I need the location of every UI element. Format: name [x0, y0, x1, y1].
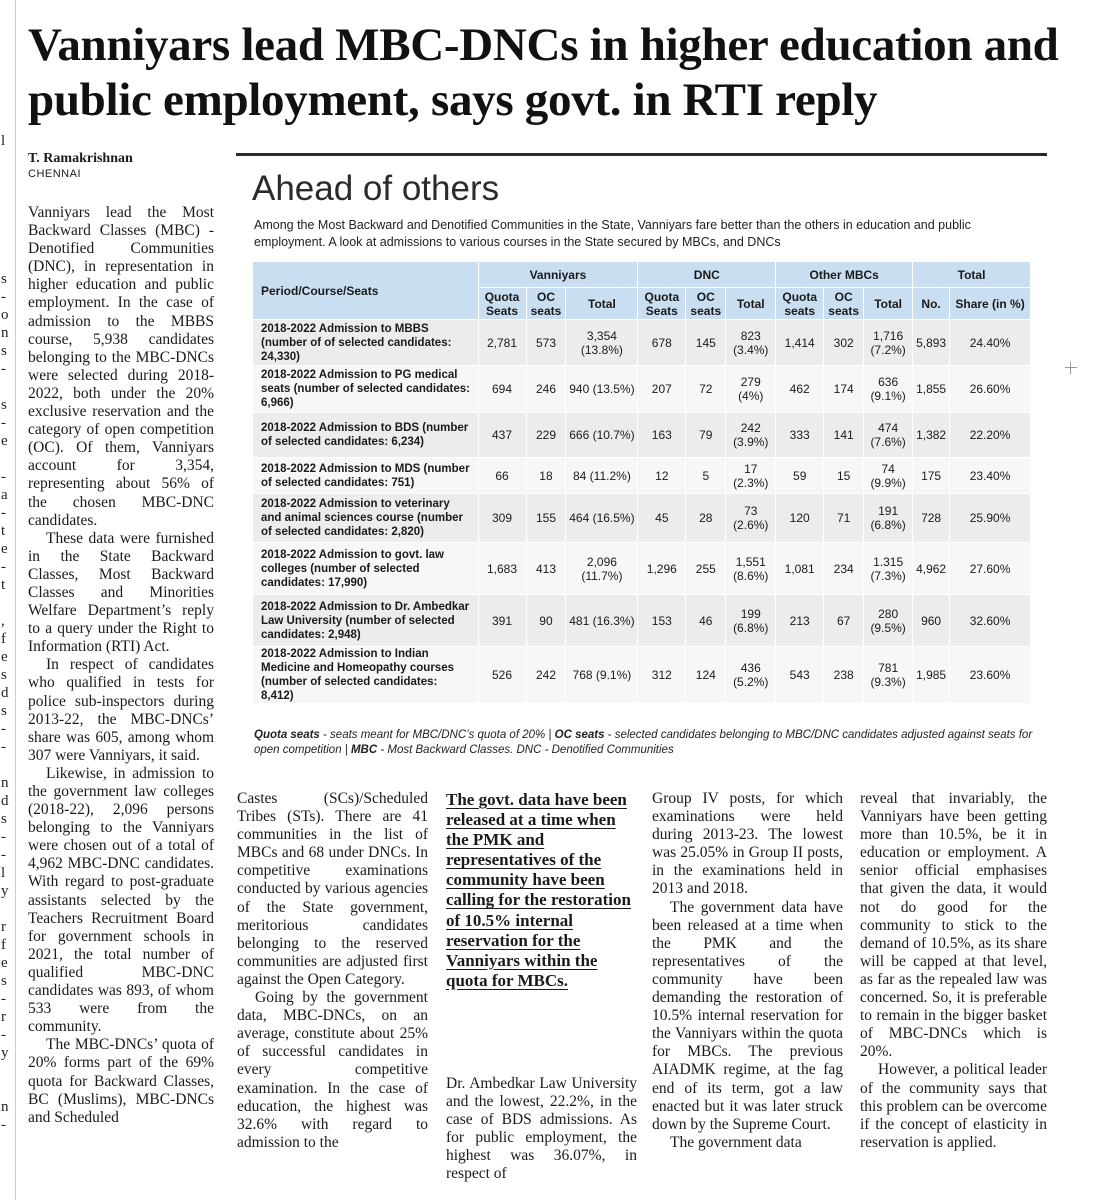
article-column-3 [446, 790, 637, 1184]
value-cell: 2,781 [478, 320, 526, 366]
period-header: Period/Course/Seats [253, 262, 479, 320]
value-cell: 155 [526, 494, 566, 543]
value-cell: 526 [478, 647, 526, 704]
margin-fragment: - [1, 829, 6, 845]
course-cell: 2018-2022 Admission to PG medical seats (number of selected candidates: 6,966) [253, 366, 479, 413]
course-cell: 2018-2022 Admission to MDS (number of selected candidates: 751) [253, 458, 479, 494]
value-cell: 191 (6.8%) [864, 494, 913, 543]
value-cell: 464 (16.5%) [566, 494, 638, 543]
value-cell: 302 [824, 320, 864, 366]
byline-author: T. Ramakrishnan [28, 151, 133, 166]
margin-fragment: f [1, 631, 6, 647]
margin-fragment: r [1, 1009, 6, 1025]
value-cell: 280 (9.5%) [864, 595, 913, 647]
value-cell: 199 (6.8%) [726, 595, 776, 647]
margin-fragment: f [1, 937, 6, 953]
value-cell: 22.20% [950, 413, 1031, 458]
margin-fragment: s [1, 397, 7, 413]
margin-fragment: o [1, 307, 9, 323]
value-cell: 24.40% [950, 320, 1031, 366]
value-cell: 67 [824, 595, 864, 647]
byline [28, 150, 228, 182]
value-cell: 1,414 [776, 320, 824, 366]
note-term: MBC [350, 744, 378, 756]
graphic-title: Ahead of others [252, 169, 500, 208]
table-row [253, 413, 1031, 458]
column-subheader: Quota Seats [638, 288, 686, 320]
value-cell: 90 [526, 595, 566, 647]
margin-fragment: - [1, 415, 6, 431]
margin-fragment: - [1, 847, 6, 863]
margin-fragment: n [1, 325, 9, 341]
value-cell: 960 [913, 595, 950, 647]
registration-mark [1065, 362, 1077, 374]
table-row [253, 595, 1031, 647]
value-cell: 74 (9.9%) [864, 458, 913, 494]
column-subheader: OC seats [686, 288, 726, 320]
value-cell: 238 [824, 647, 864, 704]
value-cell: 145 [686, 320, 726, 366]
margin-fragment: - [1, 991, 6, 1007]
admissions-table [252, 261, 1031, 704]
margin-fragment: - [1, 1027, 6, 1043]
margin-fragment: , [1, 613, 5, 629]
margin-fragment: n [1, 775, 9, 791]
margin-fragment: l [1, 865, 6, 881]
value-cell: 72 [686, 366, 726, 413]
value-cell: 1,382 [913, 413, 950, 458]
paragraph: The government data [670, 1133, 802, 1151]
value-cell: 255 [686, 543, 726, 595]
paragraph: Castes (SCs)/Scheduled Tribes (STs). There are 41 communities in the list of MBCs and 68 under DNCs. In competitive examinations conducted by various agencies of the State government, meritorious candidates belonging to the reserved communities are adjusted first against the Open Category. [237, 790, 428, 988]
paragraph: However, a political leader of the community says that this problem can be overcome if the concept of elasticity in reservation is applied. [860, 1061, 1047, 1151]
value-cell: 27.60% [950, 543, 1031, 595]
value-cell: 28 [686, 494, 726, 543]
value-cell: 1.315 (7.3%) [864, 543, 913, 595]
margin-fragment: - [1, 739, 6, 755]
value-cell: 25.90% [950, 494, 1031, 543]
value-cell: 3,354 (13.8%) [566, 320, 638, 366]
graphic-intro: Among the Most Backward and Denotified Communities in the State, Vanniyars fare better than the others in education and public employment. A look at admissions to various courses in the State secured by MBCs, and DNCs [254, 218, 971, 249]
article-column-5 [860, 790, 1047, 1152]
margin-fragment: - [1, 559, 6, 575]
paragraph: The government data have been released at a time when the PMK and the representatives of the community have been demanding the restoration of 10.5% internal reservation for the Vanniyars within the quota for MBCs. The previous AIADMK regime, at the fag end of its term, got a law enacted but it was later struck down by the Supreme Court. [652, 898, 843, 1133]
value-cell: 18 [526, 458, 566, 494]
margin-fragment: e [1, 955, 8, 971]
paragraph: Dr. Ambedkar Law University and the lowest, 22.2%, in the case of BDS admissions. As for public employment, the highest was 36.07%, in respect of [446, 1074, 637, 1183]
table-row [253, 320, 1031, 366]
margin-fragment: - [1, 505, 6, 521]
table-row [253, 543, 1031, 595]
margin-fragment: y [1, 1045, 9, 1061]
value-cell: 413 [526, 543, 566, 595]
value-cell: 728 [913, 494, 950, 543]
column-subheader: Total [566, 288, 638, 320]
value-cell: 474 (7.6%) [864, 413, 913, 458]
margin-fragment: e [1, 433, 8, 449]
value-cell: 312 [638, 647, 686, 704]
column-rule [15, 0, 16, 1200]
value-cell: 229 [526, 413, 566, 458]
margin-fragment: - [1, 721, 6, 737]
margin-fragment: y [1, 883, 9, 899]
value-cell: 1,855 [913, 366, 950, 413]
paragraph: The MBC-DNCs’ quota of 20% forms part of the 69% quota for Backward Classes, BC (Muslims), MBC-DNCs and Scheduled [28, 1036, 214, 1126]
course-cell: 2018-2022 Admission to Indian Medicine and Homeopathy courses (number of selected candidates: 8,412) [253, 647, 479, 704]
article-column-4 [652, 790, 843, 1152]
value-cell: 573 [526, 320, 566, 366]
value-cell: 1,551 (8.6%) [726, 543, 776, 595]
value-cell: 15 [824, 458, 864, 494]
paragraph: reveal that invariably, the Vanniyars have been getting more than 10.5%, be it in education or employment. A senior official emphasises that given the data, it would not do good for the community to stick to the demand of 10.5%, as its share will be capped at that level, as far as the repealed law was concerned. So, it is preferable to remain in the bigger basket of MBC-DNCs which is 20%. [860, 790, 1047, 1061]
value-cell: 45 [638, 494, 686, 543]
value-cell: 207 [638, 366, 686, 413]
margin-fragment: s [1, 343, 7, 359]
value-cell: 234 [824, 543, 864, 595]
course-cell: 2018-2022 Admission to MBBS (number of of selected candidates: 24,330) [253, 320, 479, 366]
table-row [253, 647, 1031, 704]
value-cell: 32.60% [950, 595, 1031, 647]
value-cell: 1,985 [913, 647, 950, 704]
margin-fragment: - [1, 361, 6, 377]
course-cell: 2018-2022 Admission to Dr. Ambedkar Law University (number of selected candidates: 2,948) [253, 595, 479, 647]
value-cell: 26.60% [950, 366, 1031, 413]
value-cell: 666 (10.7%) [566, 413, 638, 458]
value-cell: 1,683 [478, 543, 526, 595]
value-cell: 1,081 [776, 543, 824, 595]
margin-fragment: s [1, 811, 7, 827]
value-cell: 309 [478, 494, 526, 543]
column-subheader: No. [913, 288, 950, 320]
value-cell: 636 (9.1%) [864, 366, 913, 413]
margin-fragment: t [1, 577, 6, 593]
paragraph: Likewise, in admission to the government law colleges (2018-22), 2,096 persons belonging to the Vanniyars were chosen out of a total of 4,962 MBC-DNC candidates. With regard to post-graduate assistants selected by the Teachers Recruitment Board for government schools in 2021, the total number of qualified MBC-DNC candidates was 893, of whom 533 were from the community. [28, 764, 214, 1036]
value-cell: 23.60% [950, 647, 1031, 704]
group-header-dnc: DNC [638, 262, 776, 288]
paragraph: In respect of candidates who qualified in tests for police sub-inspectors during 2013-22, the MBC-DNCs’ share was 605, among whom 307 were Vanniyars, it said. [28, 656, 214, 764]
value-cell: 46 [686, 595, 726, 647]
value-cell: 5 [686, 458, 726, 494]
value-cell: 242 [526, 647, 566, 704]
table-row [253, 494, 1031, 543]
value-cell: 163 [638, 413, 686, 458]
pull-quote [446, 790, 637, 991]
margin-fragment: s [1, 271, 7, 287]
value-cell: 73 (2.6%) [726, 494, 776, 543]
margin-fragment: s [1, 973, 7, 989]
value-cell: 84 (11.2%) [566, 458, 638, 494]
paragraph: Going by the government data, MBC-DNCs, on an average, constitute about 25% of successful candidates in every competitive examination. In the case of education, the highest was 32.6% with regard to admission to the [237, 989, 428, 1151]
note-text: - seats meant for MBC/DNC’s quota of 20% | [319, 729, 555, 741]
column-subheader: Total [726, 288, 776, 320]
table-body [253, 320, 1031, 704]
margin-fragment: - [1, 1117, 6, 1133]
margin-fragment: e [1, 649, 8, 665]
paragraph: Vanniyars lead the Most Backward Classes (MBC) - Denotified Communities (DNC), in representation in higher education and public employment. In the case of admission to the MBBS course, 5,938 candidates belonging to the MBC-DNCs were selected during 2018-2022, both under the 20% exclusive reservation and the category of open competition (OC). Of them, Vanniyars account for 3,354, representing about 56% of the chosen MBC-DNC candidates. [28, 204, 214, 529]
value-cell: 1,716 (7.2%) [864, 320, 913, 366]
pull-quote-text: The govt. data have been released at a time when the PMK and representatives of the community have been calling for the restoration of 10.5% internal reservation for the Vanniyars within the quota for MBCs. [446, 790, 631, 990]
value-cell: 391 [478, 595, 526, 647]
left-margin-column-fragments [0, 0, 18, 1200]
value-cell: 481 (16.3%) [566, 595, 638, 647]
margin-fragment: s [1, 703, 7, 719]
article-column-1 [28, 204, 214, 1127]
note-text: - selected candidates belonging to MBC/DNC candidates adjusted against seats for open competition | [254, 729, 1033, 756]
table-row [253, 366, 1031, 413]
value-cell: 66 [478, 458, 526, 494]
value-cell: 17 (2.3%) [726, 458, 776, 494]
course-cell: 2018-2022 Admission to veterinary and animal sciences course (number of selected candidates: 2,820) [253, 494, 479, 543]
group-header-other-mbcs: Other MBCs [776, 262, 913, 288]
margin-fragment: - [1, 469, 6, 485]
value-cell: 279 (4%) [726, 366, 776, 413]
value-cell: 4,962 [913, 543, 950, 595]
margin-fragment: l [1, 133, 6, 149]
note-text: - Most Backward Classes. DNC - Denotified Communities [377, 744, 674, 756]
column-subheader: Total [864, 288, 913, 320]
column-subheader: OC seats [824, 288, 864, 320]
margin-fragment: s [1, 667, 7, 683]
value-cell: 768 (9.1%) [566, 647, 638, 704]
value-cell: 543 [776, 647, 824, 704]
margin-fragment: a [1, 487, 8, 503]
value-cell: 940 (13.5%) [566, 366, 638, 413]
value-cell: 5,893 [913, 320, 950, 366]
value-cell: 120 [776, 494, 824, 543]
group-header-vanniyars: Vanniyars [478, 262, 638, 288]
value-cell: 153 [638, 595, 686, 647]
value-cell: 2,096 (11.7%) [566, 543, 638, 595]
value-cell: 242 (3.9%) [726, 413, 776, 458]
value-cell: 436 (5.2%) [726, 647, 776, 704]
value-cell: 246 [526, 366, 566, 413]
margin-fragment: d [1, 685, 9, 701]
paragraph: These data were furnished in the State Backward Classes, Most Backward Classes and Minorities Welfare Department’s reply to a query under the Right to Information (RTI) Act. [28, 529, 214, 656]
note-term: OC seats [554, 729, 605, 741]
course-cell: 2018-2022 Admission to BDS (number of selected candidates: 6,234) [253, 413, 479, 458]
graphic-top-rule [236, 153, 1047, 156]
column-subheader: Quota seats [776, 288, 824, 320]
margin-fragment: r [1, 919, 6, 935]
table-row [253, 458, 1031, 494]
infographic-ahead-of-others [236, 153, 1047, 783]
value-cell: 333 [776, 413, 824, 458]
value-cell: 781 (9.3%) [864, 647, 913, 704]
margin-fragment: t [1, 523, 6, 539]
value-cell: 124 [686, 647, 726, 704]
value-cell: 823 (3.4%) [726, 320, 776, 366]
table-notes [254, 728, 1044, 758]
value-cell: 71 [824, 494, 864, 543]
value-cell: 79 [686, 413, 726, 458]
column-subheader: Quota Seats [478, 288, 526, 320]
value-cell: 175 [913, 458, 950, 494]
margin-fragment: d [1, 793, 9, 809]
margin-fragment: e [1, 541, 8, 557]
value-cell: 462 [776, 366, 824, 413]
margin-fragment: - [1, 289, 6, 305]
value-cell: 12 [638, 458, 686, 494]
value-cell: 437 [478, 413, 526, 458]
margin-fragment: n [1, 1099, 9, 1115]
article-column-2 [237, 790, 428, 1152]
value-cell: 59 [776, 458, 824, 494]
headline: Vanniyars lead MBC-DNCs in higher education and public employment, says govt. in RTI reply [28, 19, 1059, 126]
value-cell: 23.40% [950, 458, 1031, 494]
course-cell: 2018-2022 Admission to govt. law colleges (number of selected candidates: 17,990) [253, 543, 479, 595]
column-subheader: Share (in %) [950, 288, 1031, 320]
value-cell: 694 [478, 366, 526, 413]
value-cell: 174 [824, 366, 864, 413]
group-header-total: Total [913, 262, 1031, 288]
byline-place: CHENNAI [28, 168, 82, 180]
column-subheader: OC seats [526, 288, 566, 320]
value-cell: 213 [776, 595, 824, 647]
note-term: Quota seats [254, 729, 320, 741]
paragraph: Group IV posts, for which examinations were held during 2013-23. The lowest was 25.05% in Group II posts, in the examinations held in 2013 and 2018. [652, 790, 843, 898]
value-cell: 1,296 [638, 543, 686, 595]
value-cell: 141 [824, 413, 864, 458]
value-cell: 678 [638, 320, 686, 366]
